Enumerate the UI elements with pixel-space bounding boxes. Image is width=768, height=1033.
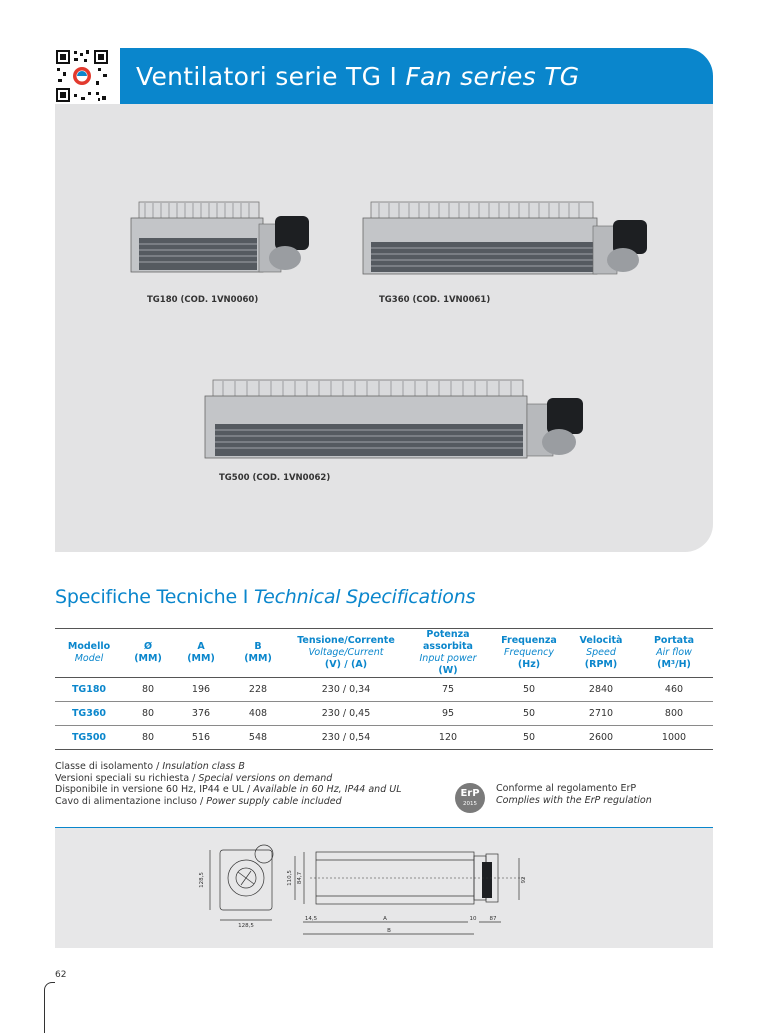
header-bar — [120, 48, 713, 104]
cell-voltage: 230 / 0,54 — [287, 726, 405, 750]
cell-diameter: 80 — [123, 678, 173, 702]
header-voltage: Tensione/Corrente Voltage/Current (V) / (A) — [287, 629, 405, 678]
erp-line-english: Complies with the ErP regulation — [496, 795, 652, 806]
dim-side-2: 84,7 — [297, 871, 303, 885]
technical-drawing-panel — [55, 828, 713, 948]
specs-table — [55, 628, 713, 750]
header-frequency: Frequenza Frequency (Hz) — [491, 629, 567, 678]
cell-b: 228 — [229, 678, 287, 702]
cell-b: 548 — [229, 726, 287, 750]
table-row — [55, 702, 713, 726]
erp-line-italian: Conforme al regolamento ErP — [496, 783, 637, 794]
header-a: A (MM) — [173, 629, 229, 678]
page-number: 62 — [55, 970, 67, 980]
header-model: Modello Model — [55, 629, 123, 678]
cell-airflow: 1000 — [635, 726, 713, 750]
erp-compliance-text — [496, 783, 652, 807]
dim-front-width: 128,5 — [238, 923, 254, 929]
fan-image-tg500 — [197, 374, 597, 470]
table-header-row — [55, 629, 713, 678]
product-caption-tg500: TG500 (COD. 1VN0062) — [219, 473, 331, 483]
technical-drawing — [55, 828, 713, 948]
dim-side-1: 110,5 — [287, 870, 293, 886]
erp-badge-year: 2015 — [463, 801, 477, 807]
product-caption-tg360: TG360 (COD. 1VN0061) — [379, 295, 491, 305]
title-english: Fan series TG — [405, 61, 580, 91]
notes-list — [55, 761, 402, 807]
cell-b: 408 — [229, 702, 287, 726]
cell-airflow: 460 — [635, 678, 713, 702]
cell-model: TG500 — [55, 726, 123, 750]
product-caption-tg180: TG180 (COD. 1VN0060) — [147, 295, 259, 305]
page-title — [120, 62, 579, 91]
cell-model: TG360 — [55, 702, 123, 726]
dim-front-height: 128,5 — [199, 872, 205, 888]
cell-a: 376 — [173, 702, 229, 726]
header-airflow: Portata Air flow (M³/H) — [635, 629, 713, 678]
table-row — [55, 726, 713, 750]
cell-a: 516 — [173, 726, 229, 750]
header-speed: Velocità Speed (RPM) — [567, 629, 635, 678]
cell-frequency: 50 — [491, 678, 567, 702]
header-power: Potenza assorbita Input power (W) — [405, 629, 491, 678]
cell-speed: 2840 — [567, 678, 635, 702]
cell-frequency: 50 — [491, 702, 567, 726]
dim-motor: 92 — [521, 876, 527, 884]
cell-frequency: 50 — [491, 726, 567, 750]
note-availability: Disponibile in versione 60 Hz, IP44 e UL / Available in 60 Hz, IP44 and UL — [55, 784, 402, 795]
cell-a: 196 — [173, 678, 229, 702]
dim-gap: 10 — [469, 916, 477, 922]
cell-model: TG180 — [55, 678, 123, 702]
note-special-versions: Versioni speciali su richiesta / Special versions on demand — [55, 772, 333, 784]
fan-image-tg180 — [127, 196, 323, 282]
cell-voltage: 230 / 0,34 — [287, 678, 405, 702]
cell-power: 75 — [405, 678, 491, 702]
cell-diameter: 80 — [123, 726, 173, 750]
erp-badge-icon — [455, 783, 485, 813]
cell-power: 120 — [405, 726, 491, 750]
erp-badge-label: ErP — [460, 788, 480, 799]
cell-airflow: 800 — [635, 702, 713, 726]
dim-b: B — [387, 928, 391, 934]
header-b: B (MM) — [229, 629, 287, 678]
dim-a: A — [383, 916, 387, 922]
cell-voltage: 230 / 0,45 — [287, 702, 405, 726]
note-cable: Cavo di alimentazione incluso / Power supply cable included — [55, 795, 342, 807]
dim-offset: 14,5 — [304, 916, 318, 922]
product-panel — [55, 104, 713, 552]
cell-power: 95 — [405, 702, 491, 726]
section-title — [55, 586, 475, 608]
dim-depth: 87 — [489, 916, 497, 922]
section-title-english: Technical Specifications — [254, 586, 476, 608]
corner-mark — [44, 982, 55, 1033]
fan-image-tg360 — [355, 196, 659, 292]
cell-speed: 2710 — [567, 702, 635, 726]
cell-speed: 2600 — [567, 726, 635, 750]
header-diameter: Ø (MM) — [123, 629, 173, 678]
section-title-italian: Specifiche Tecniche I — [55, 586, 255, 608]
title-italian: Ventilatori serie TG I — [136, 61, 406, 91]
table-row — [55, 678, 713, 702]
cell-diameter: 80 — [123, 702, 173, 726]
note-insulation: Classe di isolamento / Insulation class B — [55, 761, 245, 772]
qr-code — [54, 48, 110, 104]
